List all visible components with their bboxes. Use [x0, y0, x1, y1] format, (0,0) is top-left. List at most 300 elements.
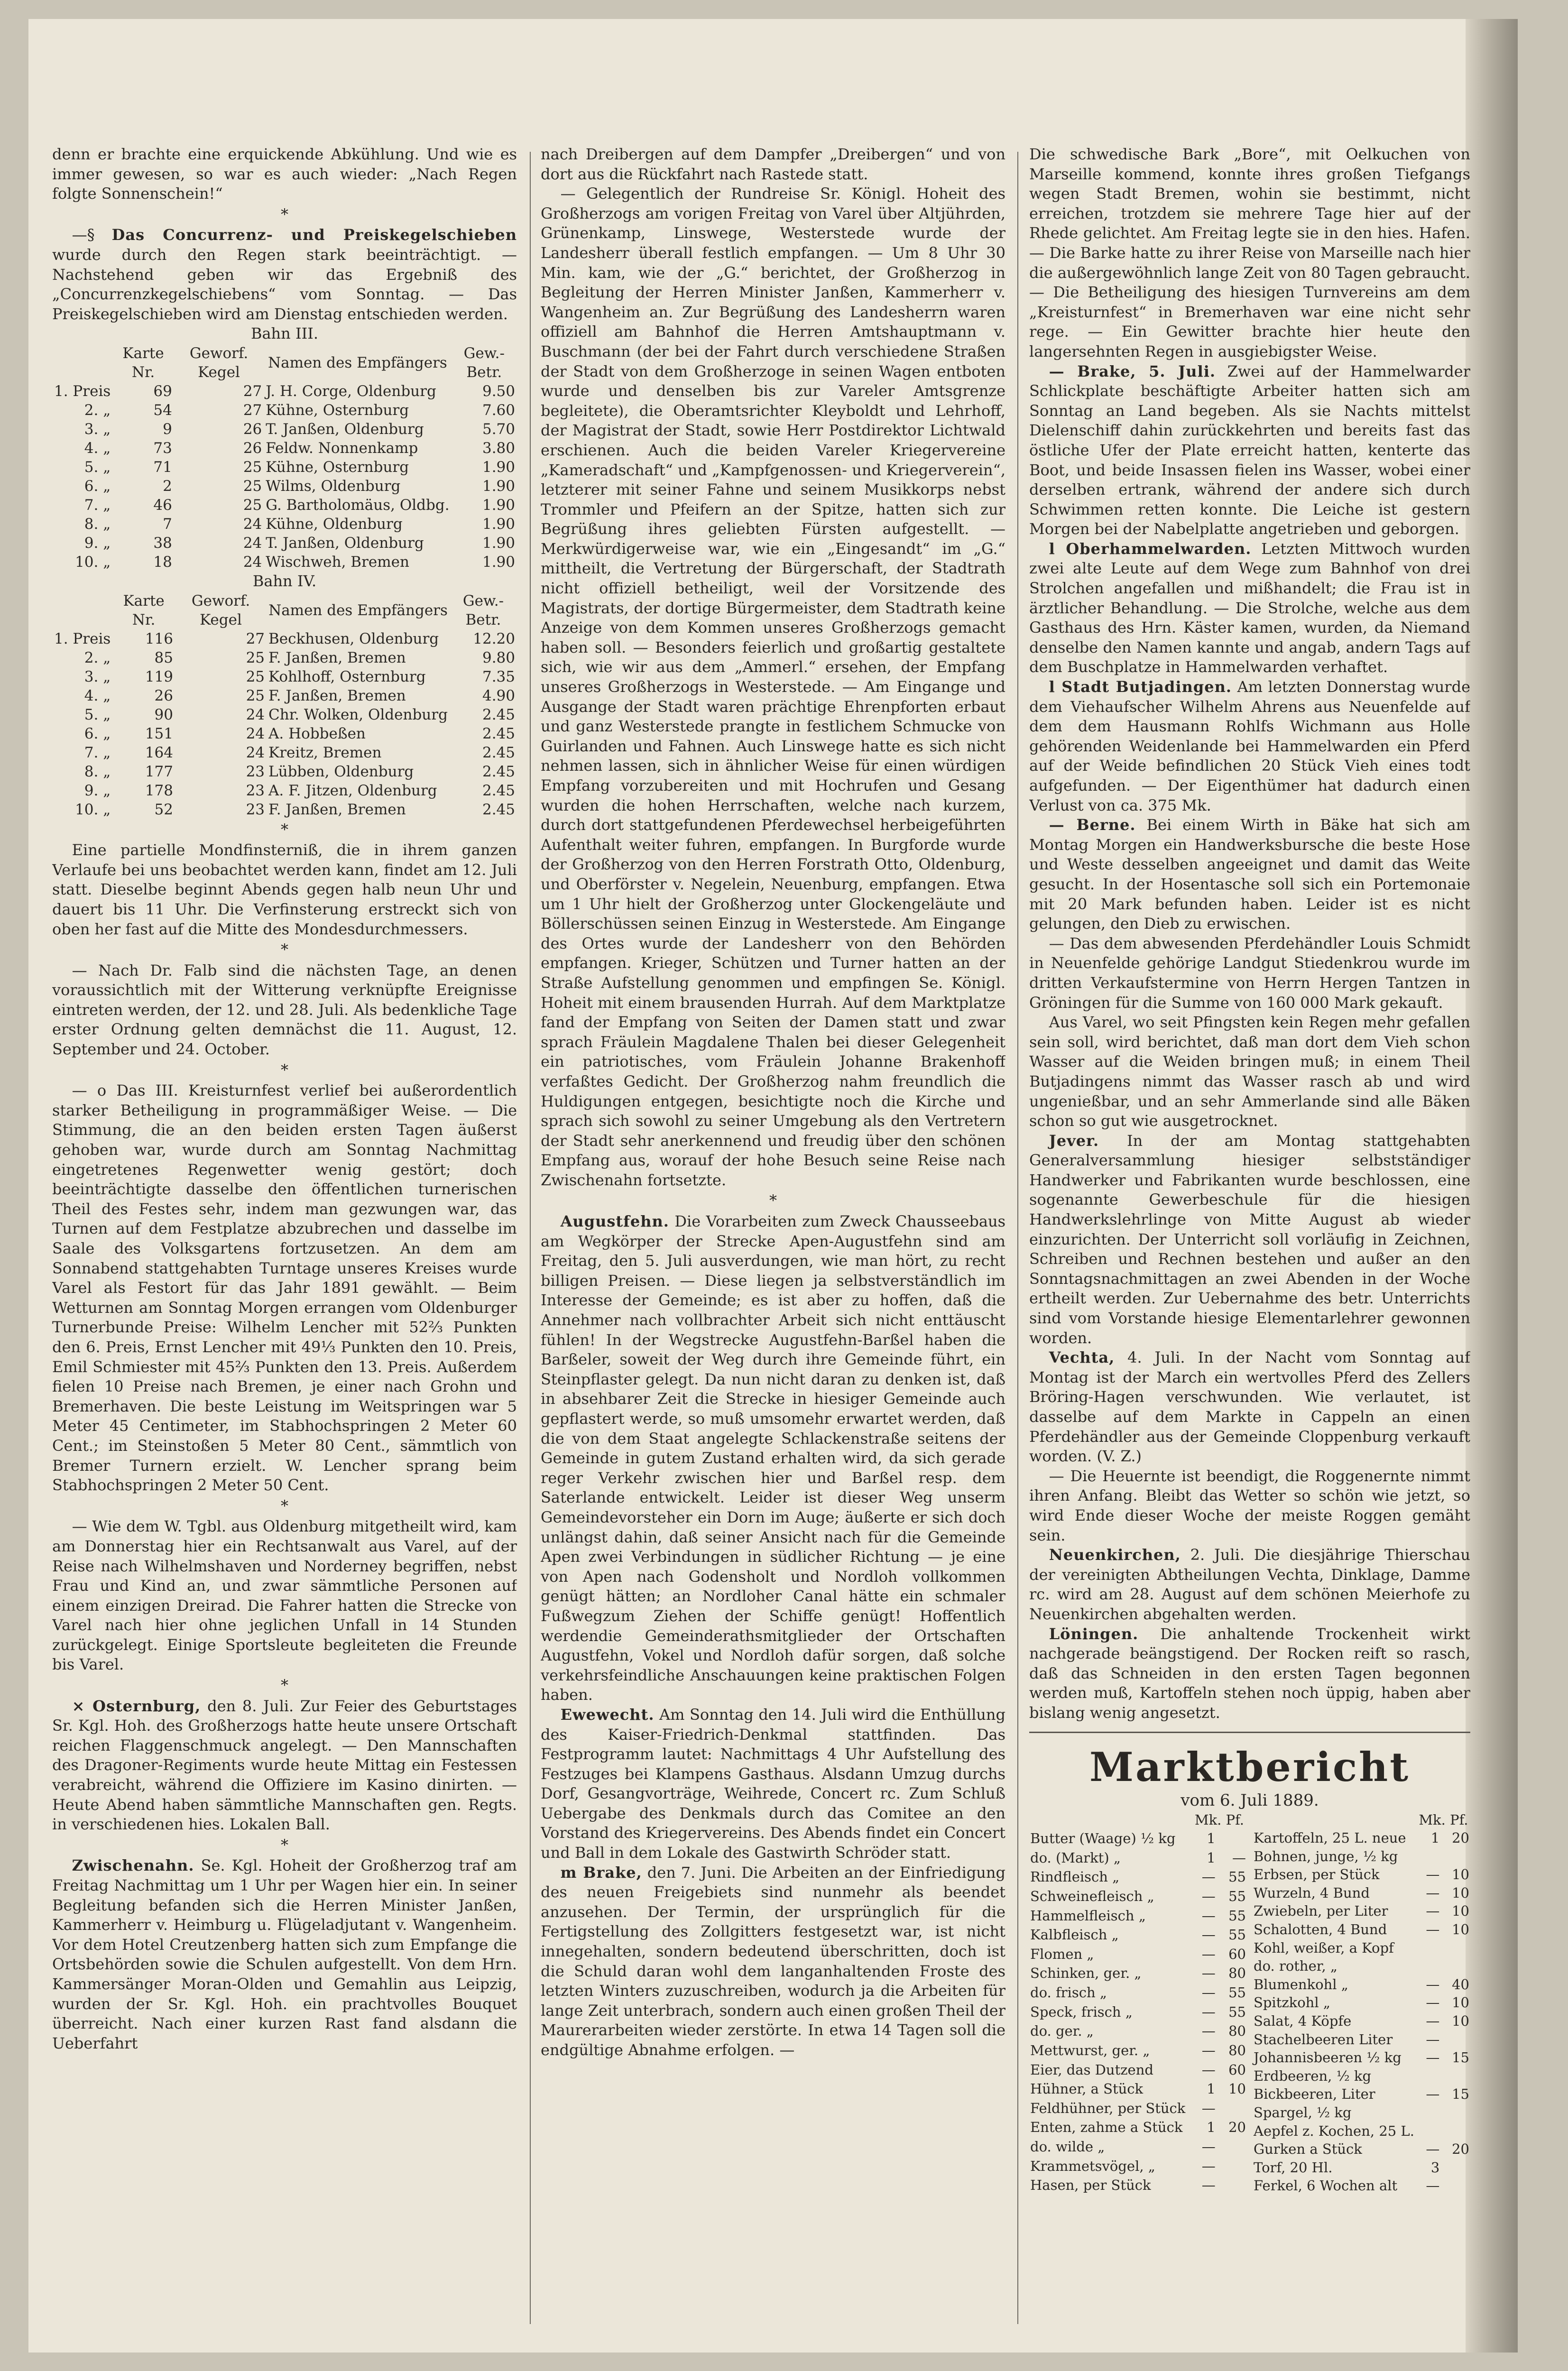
table-cell [1417, 1957, 1440, 1975]
table-row [52, 686, 517, 705]
table-cell: Kohlhoff, Osternburg [268, 668, 426, 685]
table-cell: 4. „ [84, 439, 111, 457]
market-table-left [1029, 1811, 1247, 2195]
unit-header: Mk. Pf. [1194, 1811, 1245, 1828]
table-cell: 55 [1228, 1984, 1246, 2001]
table-cell: 2.45 [482, 763, 515, 780]
table-cell: 26 [243, 439, 262, 457]
article-ewewecht [541, 1705, 1005, 1863]
table-cell [1417, 2103, 1440, 2122]
article-neuenkirchen [1029, 1545, 1470, 1624]
table-cell: 10 [1452, 1921, 1469, 1938]
table-cell: — [1201, 1984, 1216, 2001]
table-cell: — [1426, 2013, 1440, 2030]
table-cell: 3. „ [84, 420, 111, 438]
table-cell: 24 [243, 553, 262, 571]
table-row [52, 420, 517, 439]
table-cell: 25 [243, 477, 262, 495]
table-cell [1440, 2177, 1470, 2195]
article-text: Aus Varel, wo seit Pfingsten kein Regen mehr gefallen sein soll, wird berichtet, daß man dort dem Vieh schon Wasser auf die Weiden bringen muß; in einem Theil Butjadingens nimmt das Wasser rasch ab und wird ungenießbar, und an sehr Ammerlande sind alle Bäken schon so gut wie ausgetrocknet. [1029, 1013, 1470, 1130]
table-row [1253, 1920, 1470, 1939]
table-cell [1417, 1847, 1440, 1866]
article-loeningen [1029, 1624, 1470, 1723]
table-cell: — [1426, 1884, 1440, 1901]
table-cell: Hühner, a Stück [1030, 2081, 1144, 2097]
article-text: Die Vorarbeiten zum Zweck Chausseebaus am Wegkörper der Strecke Apen-Augustfehn sind am Freitag, den 5. Juli ausverdungen, wie man hört, zu recht billigen Preisen. — Diese liegen ja selbstverständlich im Interesse der Gemeinde; es ist aber zu hoffen, daß die Annehmer nach vollbrachter Arbeit sich nicht enttäuscht fühlen! In der Wegstrecke Augustfehn-Barßel haben die Barßeler, soweit der Weg durch ihre Gemeinde führt, ein Steinpflaster gelegt. Da nun nicht daran zu denken ist, daß in absehbarer Zeit die Strecke in hiesiger Gemeinde auch gepflastert werde, so muß umsomehr erwartet werden, daß die von dem Staat angelegte Schlackenstraße seitens der Gemeinde in gutem Zustand erhalten wird, da sich gerade reger Verkehr zwischen hier und Barßel resp. dem Saterlande entwickelt. Leider ist dieser Weg unserm Gemeindevorsteher ein Dorn im Auge; äußerte er sich doch unlängst dahin, daß seiner Ansicht nach für die Gemeinde Apen zwei Verbindungen in südlicher Richtung — je eine von Apen nach Godensholt und Nordloh vollkommen genügt hätten; an Nordloher Canal hätte ein schmaler Fußwegzum Ziehen der Schiffe genügt! Hoffentlich werdendie Gemeinderathsmitglieder der Ortschaften Augustfehn, Vokel und Nordloh dafür sorgen, daß solche verkehrsfeindliche Anschauungen keine praktischen Folgen haben. [541, 1212, 1005, 1704]
table-cell: 151 [145, 725, 173, 742]
table-cell: 8. „ [84, 515, 111, 533]
table-cell: 2 [163, 477, 172, 495]
newspaper-page [28, 19, 1518, 2353]
table-cell: 40 [1452, 1976, 1469, 1993]
table-cell [1217, 2176, 1247, 2195]
table-cell: — [1201, 1946, 1216, 1962]
table-cell: 1. Preis [54, 630, 111, 647]
table-cell: Chr. Wolken, Oldenburg [268, 706, 448, 723]
table-cell: 20 [1452, 1830, 1469, 1846]
table-cell: Schweinefleisch „ [1030, 1888, 1154, 1904]
table-row [1253, 2067, 1470, 2085]
table-cell: Beckhusen, Oldenburg [268, 630, 439, 647]
market-report-title: Marktbericht [1089, 1743, 1411, 1790]
results-table-bahn3 [52, 344, 517, 572]
table-cell: 177 [145, 763, 173, 780]
separator-star: * [281, 205, 288, 223]
table-cell: 5. „ [84, 706, 111, 723]
table-cell: Wurzeln, 4 Bund [1254, 1884, 1370, 1901]
table-cell: Mettwurst, ger. „ [1030, 2042, 1150, 2058]
separator-star: * [769, 1191, 777, 1210]
table-cell: 1 [1207, 1830, 1216, 1847]
table-cell: 23 [246, 763, 265, 780]
table-cell: Lübben, Oldenburg [268, 763, 414, 780]
table-row [1029, 2021, 1247, 2041]
table-cell: — [1201, 1927, 1216, 1943]
table-cell: 2. „ [84, 649, 111, 666]
table-cell: — [1426, 1903, 1440, 1919]
article-heading: Vechta, [1049, 1348, 1115, 1367]
table-cell: — [1426, 1994, 1440, 2011]
table-row [1029, 2002, 1247, 2022]
table-header: Gew.-Betr. [462, 592, 504, 628]
table-cell: F. Janßen, Bremen [268, 687, 406, 704]
column-2 [541, 145, 1005, 2060]
table-cell: Erdbeeren, ½ kg [1254, 2067, 1372, 2084]
column-1 [52, 145, 517, 2053]
table-cell [1217, 2137, 1247, 2157]
table-cell: A. F. Jitzen, Oldenburg [268, 782, 437, 799]
table-cell: 1.90 [482, 515, 515, 533]
article-augustfehn [541, 1212, 1005, 1705]
article-oberhammelwarden [1029, 539, 1470, 677]
table-cell: 1.90 [482, 496, 515, 514]
table-title: Bahn III. [250, 324, 319, 343]
table-cell: 6. „ [84, 477, 111, 495]
article-heading: m Brake, [560, 1863, 642, 1882]
table-cell: 27 [243, 401, 262, 419]
table-row [1253, 2140, 1470, 2159]
table-cell: — [1201, 2023, 1216, 2039]
table-cell: Salat, 4 Köpfe [1254, 2013, 1352, 2030]
table-cell: Enten, zahme a Stück [1030, 2119, 1183, 2136]
table-cell: 1 [1207, 2081, 1216, 2097]
article-heading: l Oberhammelwarden. [1049, 539, 1252, 558]
table-cell: 1.90 [482, 534, 515, 552]
table-cell: 2.45 [482, 744, 515, 761]
table-cell [1440, 2030, 1470, 2049]
article-text: Am Sonntag den 14. Juli wird die Enthüllung des Kaiser-Friedrich-Denkmal stattfinden. Das Festprogramm lautet: Nachmittags 4 Uhr Aufstellung des Festzuges bei Klampens Gasthaus. Alsdann Umzug durchs Dorf, Gesangvorträge, Weihrede, Concert rc. Zum Schluß Uebergabe des Denkmals durch das Comitee an den Vorstand des Kriegervereins. Des Abends findet ein Concert und Ball in dem Lokale des Gastwirth Schröder statt. [541, 1705, 1005, 1862]
table-cell: 4. „ [84, 687, 111, 704]
table-cell: Eier, das Dutzend [1030, 2061, 1153, 2078]
table-row [1253, 1993, 1470, 2012]
table-cell: 1 [1207, 2119, 1216, 2136]
article-vechta [1029, 1348, 1470, 1467]
table-cell: Kartoffeln, 25 L. neue [1254, 1830, 1406, 1846]
table-cell [1417, 2122, 1440, 2140]
table-header: Karte Nr. [123, 592, 165, 628]
article-text: — Gelegentlich der Rundreise Sr. Königl. Hoheit des Großherzogs am vorigen Freitag von Varel über Altjührden, Grünenkamp, Linswege, Westerstede wurde der Landesherr überall festlich empfangen. — Um 8 Uhr 30 Min. kam, wie der „G.“ berichtet, der Großherzog in Begleitung der Herren Minister Janßen, Kammerherr v. Wangenheim an. Zur Begrüßung des Landesherrn waren offiziell am Bahnhof die Herren Amtshauptmann v. Buschmann (der bei der Fahrt durch verschiedene Straßen der Stadt von dem Großherzoge in seinen Wagen entboten wurde und denselben bis zur Vareler Amtsgrenze begleitete), die Oberamtsrichter Kleyboldt und Lehrhoff, der Magistrat der Stadt, sowie Herr Postdirektor Lichtwald erschienen. Auch die beiden Vareler Kriegervereine „Kameradschaft“ und „Kampfgenossen- und Kriegerverein“, letzterer mit seiner Fahne und seinem Musikkorps nebst Trommler und Pfeifern an der Spitze, hatten sich zur Begrüßung ihres geliebten Fürsten aufgestellt. — Merkwürdigerweise war, wie ein „Eingesandt“ im „G.“ mittheilt, die Vertretung der Bürgerschaft, der Stadtrath nicht offiziell betheiligt, weil der Vorsitzende des Magistrats, der dortige Bürgermeister, dem Stadtrath keine Anzeige von dem Kommen unseres Großherzogs gemacht haben soll. — Besonders feierlich und großartig gestaltete sich, wie wir aus dem „Ammerl.“ ersehen, der Empfang unseres Großherzogs in Westerstede. — Am Eingange und Ausgange der Stadt waren prächtige Ehrenpforten erbaut und ganz Westerstede prangte in festlichem Schmucke von Guirlanden und Fahnen. Auch Linswege hatte es sich nicht nehmen lassen, sich in ähnlicher Weise für einen würdigen Empfang vorzubereiten und mit Hochrufen und Gesang wurden die hohen Herrschaften, welche nach kurzem, durch dort stattgefundenen Pferdewechsel herbeigeführten Aufenthalt weiter fuhren, empfangen. In Burgforde wurde der Großherzog von den Herren Forstrath Otto, Oldenburg, und Oberförster v. Negelein, Neuenburg, empfangen. Etwa um 1 Uhr hielt der Großherzog unter Glockengeläute und Böllerschüssen seinen Einzug in Westerstede. Am Eingange des Ortes wurde der Landesherr von den Behörden empfangen. Krieger, Schützen und Turner hatten an der Straße Aufstellung genommen und empfingen Se. Königl. Hoheit mit einem brausenden Hurrah. Auf dem Marktplatze fand der Empfang von Seiten der Damen statt und zwar sprach Fräulein Magdalene Thalen bei dieser Gelegenheit ein patriotisches, vom Fräulein Johanne Brakenhoff verfaßtes Gedicht. Der Großherzog nahm freundlich die Huldigungen entgegen, besichtigte noch die Kirche und sprach sich sowohl zu seiner Umgebung als den Vertretern der Stadt sehr anerkennend und freudig über den schönen Empfang aus, worauf der hohe Besuch seine Reise nach Zwischenahn fortsetzte. [541, 185, 1005, 1189]
table-cell: — [1201, 2177, 1216, 2194]
table-cell: do. frisch „ [1030, 1984, 1107, 2001]
table-cell: 9.80 [482, 649, 515, 666]
table-row [1253, 1884, 1470, 1902]
article-osternburg [52, 1697, 517, 1835]
article-text: nach Dreibergen auf dem Dampfer „Dreibergen“ und von dort aus die Rückfahrt nach Rastede statt. [541, 145, 1005, 183]
article-text: Eine partielle Mondfinsterniß, die in ihrem ganzen Verlaufe bei uns beobachtet werden kann, findet am 12. Juli statt. Dieselbe beginnt Abends gegen halb neun Uhr und dauert bis 11 Uhr. Die Verfinsterung erstreckt sich von oben her fast auf die Mitte des Mondesdurchmessers. [52, 841, 517, 938]
table-cell: 7. „ [84, 744, 111, 761]
table-cell: — [1426, 2049, 1440, 2066]
table-cell: 8. „ [84, 763, 111, 780]
column-3 [1029, 145, 1470, 2195]
table-cell: 10 [1452, 1866, 1469, 1883]
article-text: Bei einem Wirth in Bäke hat sich am Montag Morgen ein Handwerksbursche die beste Hose und Weste desselben angeeignet und damit das Weite gesucht. In der Hosentasche soll sich ein Portemonaie mit 20 Mark befunden haben. Leider ist es nicht gelungen, den Dieb zu erwischen. [1029, 816, 1470, 933]
table-cell: Kühne, Osternburg [266, 401, 409, 419]
table-cell: 25 [243, 458, 262, 476]
table-cell [1417, 1939, 1440, 1957]
table-cell: — [1426, 1921, 1440, 1938]
table-cell: 24 [246, 706, 265, 723]
table-cell: 24 [243, 534, 262, 552]
separator-star: * [281, 941, 288, 959]
table-cell: — [1201, 1869, 1216, 1885]
table-cell: 55 [1228, 1927, 1246, 1943]
table-cell: 9. „ [84, 782, 111, 799]
table-cell: T. Janßen, Oldenburg [266, 534, 424, 552]
table-cell: 80 [1228, 2023, 1246, 2039]
table-row [1253, 2103, 1470, 2122]
results-table-bahn4 [52, 591, 517, 819]
separator-star: * [281, 1061, 288, 1079]
table-cell [1440, 2122, 1470, 2140]
table-cell: Speck, frisch „ [1030, 2003, 1133, 2020]
table-cell: — [1201, 1965, 1216, 1982]
table-cell: Spargel, ½ kg [1254, 2104, 1352, 2121]
table-cell: Kalbfleisch „ [1030, 1927, 1119, 1943]
table-cell: 2.45 [482, 801, 515, 818]
table-row [52, 553, 517, 572]
article-butjadingen [1029, 677, 1470, 815]
table-cell: 7. „ [84, 496, 111, 514]
column-rule [530, 152, 531, 2324]
table-row [52, 629, 517, 648]
table-cell: 55 [1228, 1888, 1246, 1904]
table-cell: Bohnen, junge, ½ kg [1254, 1848, 1398, 1864]
table-row [52, 534, 517, 553]
table-cell: 55 [1228, 2003, 1246, 2020]
table-cell: 23 [246, 782, 265, 799]
table-cell: 80 [1228, 1965, 1246, 1982]
table-cell: 18 [153, 553, 172, 571]
article-text: Se. Kgl. Hoheit der Großherzog traf am Freitag Nachmittag um 1 Uhr per Wagen hier ein. In seiner Begleitung befanden sich die Herren Minister Janßen, Kammerherr v. Heimburg u. Flügeladjutant v. Wangenheim. Vor dem Hotel Creutzenberg hatten sich zum Empfange die Ortsbehörden sowie die Schulen aufgestellt. Von dem Hrn. Kammersänger Moran-Olden und Gemahlin aus Leipzig, wurden der Sr. Kgl. Hoh. ein prachtvolles Bouquet überreicht. Nach einer kurzen Rast fand alsdann die Ueberfahrt [52, 1856, 517, 2052]
table-cell: do. (Markt) „ [1030, 1849, 1121, 1866]
table-cell: 24 [246, 744, 265, 761]
table-cell: 119 [145, 668, 173, 685]
table-row [52, 648, 517, 667]
article-heading: Zwischenahn. [72, 1856, 194, 1875]
table-cell: Blumenkohl „ [1254, 1976, 1348, 1993]
table-cell: 52 [154, 801, 173, 818]
table-cell: 12.20 [473, 630, 515, 647]
table-cell: — [1201, 2003, 1216, 2020]
table-cell: — [1201, 2158, 1216, 2174]
table-cell: — [1426, 2177, 1440, 2194]
table-cell [1417, 2067, 1440, 2085]
table-row [1029, 2176, 1247, 2195]
table-cell: 15 [1452, 2049, 1469, 2066]
article-text: den 7. Juni. Die Arbeiten an der Einfriedigung des neuen Freigebiets sind nunmehr als beendet anzusehen. Der Termin, der ursprünglich für die Fertigstellung des Zollgitters festgesetzt war, ist nicht innegehalten, sondern bedeutend überschritten, doch ist die Schuld daran wohl dem langanhaltenden Froste des letzten Winters zuzuschreiben, wodurch ja die Arbeiten für lange Zeit unterbrach, sondern auch einen großen Theil der Maurerarbeiten wieder zerstörte. In etwa 14 Tagen soll die endgültige Abnahme erfolgen. — [541, 1863, 1005, 2059]
table-cell: Butter (Waage) ½ kg [1030, 1830, 1176, 1847]
table-row [1029, 1867, 1247, 1887]
article-berne [1029, 815, 1470, 934]
table-cell: Schalotten, 4 Bund [1254, 1921, 1387, 1938]
article-heading: Jever. [1049, 1131, 1099, 1150]
separator-star: * [281, 820, 288, 839]
table-cell: G. Bartholomäus, Oldbg. [266, 496, 450, 514]
table-cell: 1 [1430, 1830, 1440, 1846]
article-heading: Neuenkirchen, [1049, 1546, 1181, 1564]
table-cell: 7.35 [482, 668, 515, 685]
table-cell: 15 [1452, 2086, 1469, 2103]
table-cell: Stachelbeeren Liter [1254, 2031, 1393, 2048]
table-row [1253, 1829, 1470, 1847]
table-row [52, 382, 517, 401]
table-cell: Wilms, Oldenburg [266, 477, 401, 495]
article-text: 2. Juli. Die diesjährige Thierschau der vereinigten Abtheilungen Vechta, Dinklage, Damme rc. wird am 28. August auf dem schönen Meierhofe zu Neuenkirchen abgehalten werden. [1029, 1546, 1470, 1623]
market-table-right [1253, 1811, 1470, 2195]
unit-header: Mk. Pf. [1419, 1811, 1468, 1828]
separator-star: * [281, 1836, 288, 1854]
table-row [1029, 2099, 1247, 2118]
page-edge [1466, 19, 1518, 2353]
table-cell: 25 [246, 687, 265, 704]
table-cell: J. H. Corge, Oldenburg [266, 382, 436, 400]
table-row [1253, 2085, 1470, 2103]
table-row [1253, 2177, 1470, 2195]
table-cell: 10 [1452, 1884, 1469, 1901]
table-cell: 26 [154, 687, 173, 704]
table-cell: 38 [153, 534, 172, 552]
table-cell: 1.90 [482, 553, 515, 571]
table-row [52, 439, 517, 458]
table-cell [1440, 1957, 1470, 1975]
table-cell [1217, 2099, 1247, 2118]
table-row [1253, 1975, 1470, 1994]
table-cell: 55 [1228, 1907, 1246, 1924]
table-row [1253, 1939, 1470, 1957]
table-cell: Kühne, Osternburg [266, 458, 409, 476]
table-cell [1217, 1829, 1247, 1848]
table-cell: 3.80 [482, 439, 515, 457]
table-cell: — [1426, 2031, 1440, 2048]
table-cell: 5. „ [84, 458, 111, 476]
table-cell: Hammelfleisch „ [1030, 1907, 1146, 1924]
table-cell: 10 [1452, 2013, 1469, 2030]
table-row [1253, 1902, 1470, 1920]
table-cell: Wischweh, Bremen [266, 553, 409, 571]
table-cell: 10 [1452, 1903, 1469, 1919]
table-row [52, 496, 517, 515]
table-cell: Kreitz, Bremen [268, 744, 382, 761]
table-cell: F. Janßen, Bremen [268, 801, 406, 818]
table-cell: Erbsen, per Stück [1254, 1866, 1380, 1883]
article-text: denn er brachte eine erquickende Abkühlung. Und wie es immer gewesen, so war es auch wieder: „Nach Regen folgte Sonnenschein!“ [52, 145, 517, 203]
table-cell: — [1201, 2061, 1216, 2078]
table-header: Geworf. Kegel [189, 344, 249, 381]
article-heading: — Brake, 5. Juli. [1049, 362, 1216, 380]
table-cell: Krammetsvögel, „ [1030, 2158, 1155, 2174]
table-cell: A. Hobbeßen [268, 725, 366, 742]
table-row [1253, 2030, 1470, 2049]
table-cell: 7 [163, 515, 172, 533]
article-text: den 8. Juli. Zur Feier des Geburtstages Sr. Kgl. Hoh. des Großherzogs hatte heute unsere Ortschaft reichen Flaggenschmuck angelegt. — Den Mannschaften des Dragoner-Regiments wurde heute Mittag ein Festessen verabreicht, während die Offiziere im Kasino dinirten. — Heute Abend haben sämmtliche Mannschaften gen. Regts. in verschiedenen hies. Lokalen Ball. [52, 1697, 517, 1834]
table-cell: Gurken a Stück [1254, 2141, 1362, 2158]
table-cell: Spitzkohl „ [1254, 1994, 1330, 2011]
table-row [52, 781, 517, 800]
article-text: — Wie dem W. Tgbl. aus Oldenburg mitgetheilt wird, kam am Donnerstag hier ein Rechtsanwalt aus Varel, auf der Reise nach Wilhelmshaven und Norderney begriffen, nebst Frau und Kind an, und zwar sämmtliche Personen auf einem einzigen Dreirad. Die Fahrer hatten die Strecke von Varel nach hier ohne jeglichen Unfall in 14 Stunden zurückgelegt. Einige Sportsleute begleiteten die Freunde bis Varel. [52, 1517, 517, 1674]
table-cell: 27 [243, 382, 262, 400]
table-header: Geworf. Kegel [191, 592, 250, 628]
article-text: — o Das III. Kreisturnfest verlief bei außerordentlich starker Betheiligung in programmäßiger Weise. — Die Stimmung, die an den beiden ersten Tagen äußerst gehoben war, wurde durch am Sonntag Nachmittag eingetretenes Regenwetter wenig gestört; doch beeinträchtigte dasselbe den öffentlichen turnerischen Theil des Festes sehr, indem man gezwungen war, das Turnen auf dem Festplatze abzubrechen und dasselbe im Saale des Volksgartens fortzusetzen. An dem am Sonnabend stattgehabten Turntage unseres Kreises wurde Varel als Festort für das Jahr 1891 gewählt. — Beim Wetturnen am Sonntag Morgen errangen vom Oldenburger Turnerbunde Preise: Wilhelm Lencher mit 52⅔ Punkten den 6. Preis, Ernst Lencher mit 49⅓ Punkten den 10. Preis, Emil Schmiester mit 45⅔ Punkten den 13. Preis. Außerdem fielen 10 Preise nach Bremen, je einer nach Grohn und Bremerhaven. Die beste Leistung im Weitspringen war 5 Meter 45 Centimeter, im Stabhochspringen 2 Meter 60 Cent.; im Steinstoßen 5 Meter 80 Cent., sämmtlich von Bremer Turnern erzielt. W. Lencher sprang beim Stabhochspringen 2 Meter 50 Cent. [52, 1081, 517, 1495]
article-jever [1029, 1131, 1470, 1348]
table-cell: 10 [1228, 2081, 1246, 2097]
table-row [52, 800, 517, 819]
table-cell: Ferkel, 6 Wochen alt [1254, 2177, 1398, 2194]
table-row [1253, 1865, 1470, 1884]
table-cell: — [1201, 2100, 1216, 2116]
table-cell: Kohl, weißer, a Kopf [1254, 1939, 1394, 1956]
table-row [1029, 1983, 1247, 2002]
table-cell: 85 [154, 649, 173, 666]
table-cell: 9. „ [84, 534, 111, 552]
table-cell: — [1232, 1849, 1246, 1866]
table-cell: 26 [243, 420, 262, 438]
table-cell: do. rother, „ [1254, 1958, 1337, 1974]
article-text: In der am Montag stattgehabten Generalversammlung hiesiger selbstständiger Handwerker und Fabrikanten wurde beschlossen, eine sogenannte Gewerbeschule für die hiesigen Handwerkslehrlinge von Mitte August ab wieder einzurichten. Der Unterricht soll vorläufig in Zeichnen, Schreiben und Rechnen bestehen und außer an den Sonntagsnachmittagen an zwei Abenden in der Woche ertheilt werden. Zur Uebernahme des betr. Unterrichts sind vom Vorstande hiesige Elementarlehrer gewonnen worden. [1029, 1131, 1470, 1347]
article-heading: Augustfehn. [560, 1212, 669, 1231]
table-cell: 20 [1228, 2119, 1246, 2136]
table-cell [1440, 2159, 1470, 2177]
table-cell: Zwiebeln, per Liter [1254, 1903, 1388, 1919]
table-cell: 71 [153, 458, 172, 476]
table-row [52, 477, 517, 496]
table-cell: Torf, 20 Hl. [1254, 2159, 1333, 2176]
table-row [1029, 1848, 1247, 1868]
table-cell: 60 [1228, 2061, 1246, 2078]
table-cell: 9 [163, 420, 172, 438]
table-cell: Bickbeeren, Liter [1254, 2086, 1375, 2103]
table-header: Namen des Empfängers [268, 601, 448, 619]
table-cell: 73 [153, 439, 172, 457]
article-text: — Das dem abwesenden Pferdehändler Louis Schmidt in Neuenfelde gehörige Landgut Stiedenkrou wurde im dritten Verkaufstermine von Herrn Hergen Tantzen in Gröningen für die Summe von 160 000 Mark gekauft. [1029, 934, 1470, 1012]
table-cell: Schinken, ger. „ [1030, 1965, 1142, 1982]
table-cell: Kühne, Oldenburg [266, 515, 403, 533]
separator-star: * [281, 1676, 288, 1695]
table-cell: do. wilde „ [1030, 2139, 1105, 2155]
article-text: — Die Heuernte ist beendigt, die Roggenernte nimmt ihren Anfang. Bleibt das Wetter so schön wie jetzt, so wird Ende dieser Woche der meiste Roggen gemäht sein. [1029, 1467, 1470, 1544]
separator-star: * [281, 1496, 288, 1515]
article-text: Am letzten Donnerstag wurde dem Viehaufscher Wilhelm Ahrens aus Neuenfelde auf dem dem Hausmann Rohlfs Wichmann aus Holle gehörenden Weidenlande bei Hammelwarden ein Pferd auf der Weide befindlichen 20 Stück Vieh eines todt aufgefunden. — Der Eigenthümer hat dadurch einen Verlust von ca. 375 Mk. [1029, 678, 1470, 814]
table-cell [1440, 1847, 1470, 1866]
table-cell: 23 [246, 801, 265, 818]
table-cell: — [1201, 1907, 1216, 1924]
market-report-date: vom 6. Juli 1889. [1181, 1790, 1319, 1810]
table-cell: — [1426, 1976, 1440, 1993]
table-cell [1217, 2157, 1247, 2176]
article-text: Zwei auf der Hammelwarder Schlickplate beschäftigte Arbeiter hatten sich am Sonntag an Land begeben. Als sie Nachts mittelst Dielenschiff dahin zurückkehrten und bereits fast das östliche Ufer der Plate erreicht hatten, kenterte das Boot, und beide Insassen fielen ins Wasser, wobei einer derselben ertrank, während der andere sich durch Schwimmen retten konnte. Die Leiche ist gestern Morgen bei der Nabelplatte angetrieben und geborgen. [1029, 362, 1470, 538]
table-row [1029, 1945, 1247, 1964]
table-cell: 80 [1228, 2042, 1246, 2058]
table-row [52, 667, 517, 686]
section-rule [1029, 1732, 1470, 1733]
table-row [1029, 2118, 1247, 2137]
market-report [1029, 1811, 1470, 2195]
article-brake2 [1029, 362, 1470, 539]
table-cell: 54 [153, 401, 172, 419]
table-cell: T. Janßen, Oldenburg [266, 420, 424, 438]
table-cell: — [1426, 2141, 1440, 2158]
table-cell: 4.90 [482, 687, 515, 704]
table-cell: Feldhühner, per Stück [1030, 2100, 1186, 2116]
table-cell: Aepfel z. Kochen, 25 L. [1254, 2122, 1414, 2139]
table-cell: F. Janßen, Bremen [268, 649, 406, 666]
table-cell: — [1201, 1888, 1216, 1904]
table-cell: 10. „ [75, 553, 111, 571]
table-cell [1440, 2067, 1470, 2085]
table-row [1029, 1906, 1247, 1926]
table-row [1253, 2012, 1470, 2030]
table-row [1029, 2060, 1247, 2080]
column-rule [1017, 152, 1018, 2324]
table-cell: 7.60 [482, 401, 515, 419]
table-cell: 25 [246, 649, 265, 666]
table-cell: Feldw. Nonnenkamp [266, 439, 418, 457]
table-cell: 178 [145, 782, 173, 799]
table-cell: 55 [1228, 1869, 1246, 1885]
table-cell: 46 [153, 496, 172, 514]
table-cell: 2.45 [482, 725, 515, 742]
table-cell: 10 [1452, 1994, 1469, 2011]
table-cell: 2. „ [84, 401, 111, 419]
table-cell: 10. „ [75, 801, 111, 818]
table-row [1253, 2159, 1470, 2177]
article-heading: Das Concurrenz- und Preiskegelschieben [111, 226, 517, 244]
table-cell: 90 [154, 706, 173, 723]
table-row [1253, 2122, 1470, 2140]
table-cell: — [1201, 2139, 1216, 2155]
table-row [1029, 2137, 1247, 2157]
table-cell: 164 [145, 744, 173, 761]
article-heading: Löningen. [1049, 1624, 1139, 1643]
